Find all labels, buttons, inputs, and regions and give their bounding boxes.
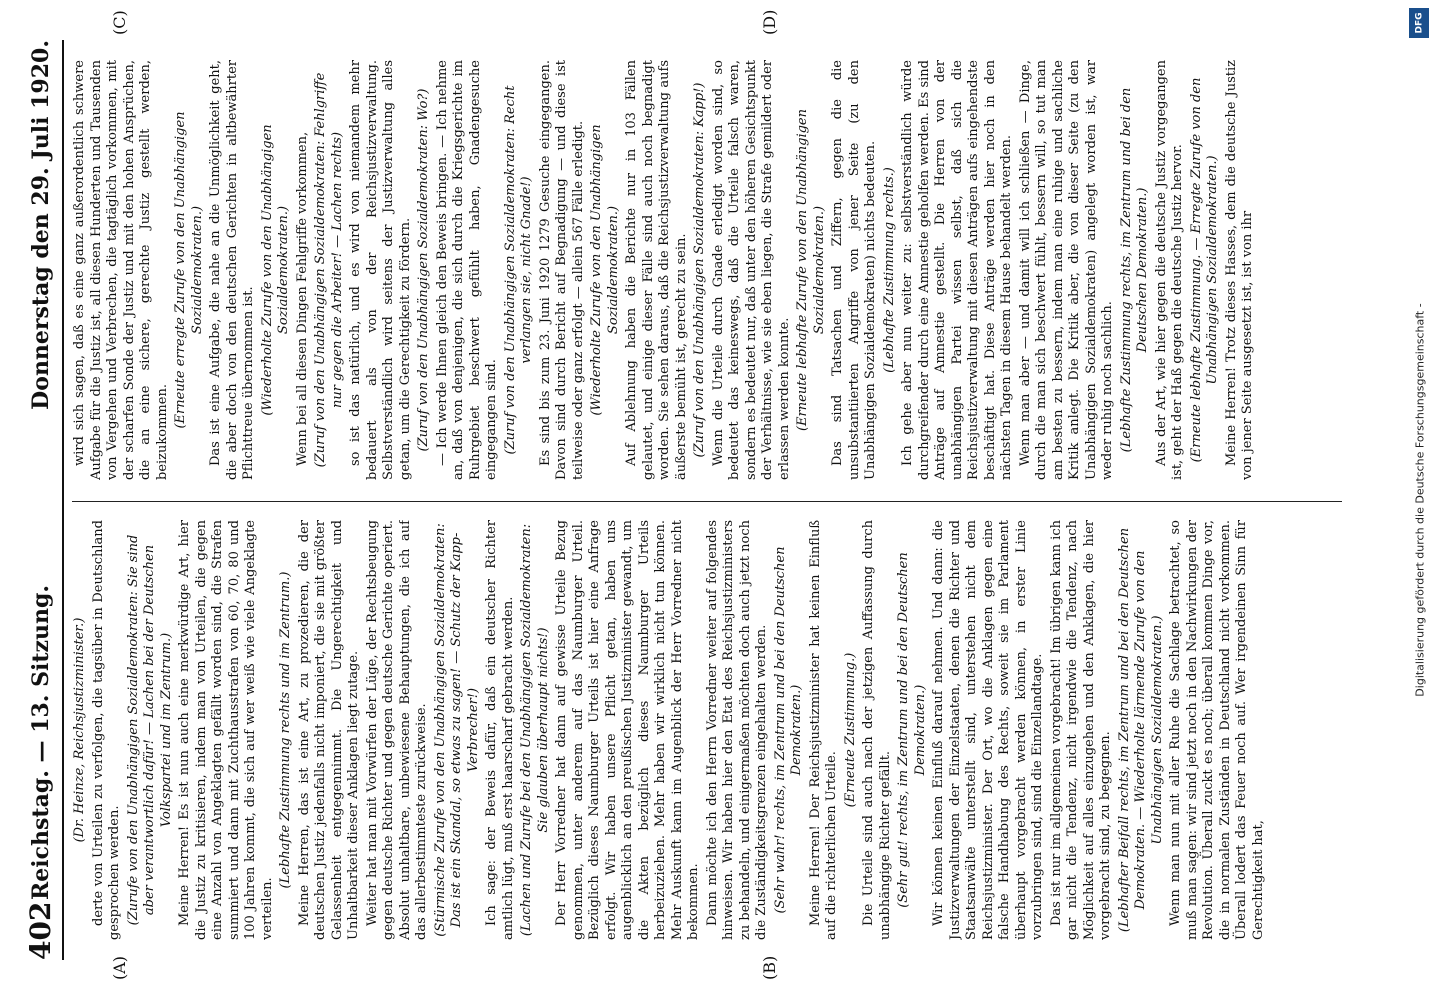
paragraph: Meine Herren! Der Reichsjustizminister hat keinen Einfluß auf die richterlichen Urteile. [807, 520, 839, 940]
paragraph: Meine Herren! Es ist nun auch eine merkwürdige Art, hier die Justiz zu kritisieren, indem man von Urteilen, die gegen eine Anzahl von Angeklagten gefällt worden sind, die Strafen summiert und dann mit Zuchthausstrafen von 60, 70, 80 und 100 Jahren kommt, die sich auf wer weiß wie viele Angeklagte verteilen. [177, 520, 275, 940]
paragraph: (Erneute Zustimmung.) [842, 652, 858, 808]
paragraph: Wenn man aber — und damit will ich schließen — Dinge, durch die man sich beschwert fühlt, bessern will, so tut man am besten zu bessern, indem man eine ruhige und sachliche Kritik anlegt. Die Kritik aber, die von dieser Seite (zu den Unabhängigen Sozialdemokraten) angelegt worden ist, war weder ruhig noch sachlich. [1017, 60, 1115, 480]
paragraph: Das ist eine Aufgabe, die nahe an die Unmöglichkeit geht, die aber doch von den deutschen Gerichten in altbewährter Pflichttreue übernommen ist. [208, 60, 256, 480]
column-divider [72, 501, 1342, 502]
paragraph: Das ist nur im allgemeinen vorgebracht! Im übrigen kann ich gar nicht die Tendenz, nicht irgendwie die Tendenz, nach Möglichkeit auf alles einzugehen und den Anklagen, die hier vorgebracht sind, zu begegnen. [1048, 520, 1113, 940]
paragraph: Es sind bis zum 23. Juni 1920 1279 Gesuche eingegangen. Davon sind durch Bericht auf Begnadigung — und diese ist teilweise oder ganz erfolgt — allein 567 Fälle erledigt. [537, 60, 586, 480]
paragraph: Meine Herren, das ist eine Art, zu prozedieren, die der deutschen Justiz jedenfalls nicht imponiert, die sie mit größter Gelassenheit entgegennimmt. Die Ungerechtigkeit und Unhaltbarkeit dieser Anklagen liegt zutage. [296, 520, 361, 940]
paragraph: (Wiederholte Zurufe von den Unabhängigen Sozialdemokraten.) [259, 124, 291, 416]
paragraph: (Zurufe von den Unabhängigen Sozialdemokraten: Sie sind aber verantwortlich dafür! — Lachen bei der Deutschen Volkspartei und im Zentrum.) [125, 534, 174, 926]
paragraph: Die Urteile sind auch nach der jetzigen Auffassung durch unabhängige Richter gefällt. [861, 520, 893, 940]
digitization-credit-bar [1406, 0, 1434, 1000]
paragraph: (Erneute lebhafte Zustimmung. — Erregte Zurufe von den Unabhängigen Sozialdemokraten.) [1188, 77, 1220, 463]
margin-marker-a: (A) [110, 955, 129, 980]
right-column [72, 60, 1352, 480]
paragraph: (Zuruf von den Unabhängigen Sozialdemokraten: Wo?) [416, 88, 431, 452]
paragraph: Der Herr Vorredner hat dann auf gewisse Urteile Bezug genommen, unter anderem auf das Naumburger Urteil. Bezüglich dieses Naumburger Urteils ist hier eine Anfrage erfolgt. Wir haben unsere Pflicht getan, haben uns augenblicklich an den preußischen Justizminister gewandt, um die Akten bezüglich dieses Naumburger Urteils herbeizuziehen. Mehr haben wir wirklich nicht tun können. Mehr Auskunft kann im Augenblick der Herr Vorredner nicht bekommen. [554, 520, 701, 940]
digitization-credit-text: Digitalisierung gefördert durch die Deutsche Forschungsgemeinschaft - [1413, 303, 1427, 697]
paragraph: Wenn bei all diesen Dingen Fehlgriffe vorkommen, [294, 131, 310, 466]
paragraph: (Erneute erregte Zurufe von den Unabhängigen Sozialdemokraten.) [173, 111, 205, 429]
header-rule [62, 40, 64, 960]
paragraph: so ist das natürlich, und es wird von niemandem mehr bedauert als von der Reichsjustizverwaltung. Selbstverständlich wird seitens der Justizverwaltung alles getan, um die Gerechtigkeit zu fördern. [348, 60, 413, 480]
paragraph: Auf Ablehnung haben die Berichte nur in 103 Fällen gelautet, und einige dieser Fälle sind auch noch begnadigt worden. Sie sehen daraus, daß die Reichsjustizverwaltung aufs äußerste bemüht ist, gerecht zu sein. [624, 60, 689, 480]
paragraph: (Lachen und Zurufe bei den Unabhängigen Sozialdemokraten: Sie glauben überhaupt nichts!) [519, 523, 551, 937]
running-head: Reichstag. — 13. Sitzung. [28, 584, 54, 900]
paragraph: Ich sage: der Beweis dafür, daß ein deutscher Richter amtlich lügt, muß erst haarscharf gebracht werden. [484, 520, 516, 940]
paragraph: (Lebhafte Zustimmung rechts, im Zentrum und bei den Deutschen Demokraten.) [1118, 87, 1150, 453]
dfg-logo: DFG [1409, 8, 1429, 38]
left-column [72, 520, 1352, 940]
page-header [18, 40, 66, 960]
paragraph: Das sind Tatsachen und Ziffern, gegen die die unsubstantiierten Angriffe von jener Seite (zu den Unabhängigen Sozialdemokraten) nichts bedeuten. [830, 60, 878, 480]
paragraph: (Zuruf von den Unabhängigen Sozialdemokraten: Kapp!) [692, 82, 707, 458]
paragraph: (Zuruf von den Unabhängigen Sozialdemokraten: Recht verlangen sie, nicht Gnade!) [502, 85, 534, 455]
paragraph: Wir können keinen Einfluß darauf nehmen. Und dann: die Justizverwaltungen der Einzelstaaten, denen die Richter und Staatsanwälte unterstellt sind, unterstehen nicht dem Reichsjustizminister. Der Ort, wo die Anklagen gegen eine falsche Handhabung des Rechts, soweit sie im Parlament überhaupt vorgebracht werden können, in erster Linie vorzubringen sind, sind die Einzellandtage. [931, 520, 1045, 940]
paragraph: Wenn die Urteile durch Gnade erledigt worden sind, so bedeutet das keineswegs, daß die Urteile falsch waren, sondern es bedeutet nur, daß unter den höheren Gesichtspunkt der Verhältnisse, wie sie eben liegen, die Strafe gemildert oder erlassen werden konnte. [710, 60, 792, 480]
paragraph: derte von Urteilen zu verfolgen, die tagsüber in Deutschland gesprochen werden. [90, 520, 122, 940]
date-heading: Donnerstag den 29. Juli 1920. [28, 40, 54, 410]
paragraph: Dann möchte ich den Herrn Vorredner weiter auf folgendes hinweisen. Wir haben hier den Etat des Reichsjustizministers zu behandeln, und einigermaßen möchten doch auch jetzt noch die Zuständigkeitsgrenzen eingehalten werden. [704, 520, 769, 940]
margin-marker-b: (B) [760, 955, 779, 980]
paragraph: Meine Herren! Trotz dieses Hasses, dem die deutsche Justiz von jener Seite ausgesetzt ist, ist von ihr [1223, 60, 1255, 480]
paragraph: (Dr. Heinze, Reichsjustizminister.) [72, 617, 87, 843]
page-number: 402 [24, 901, 57, 960]
paragraph: Weiter hat man mit Vorwürfen der Lüge, der Rechtsbeugung gegen deutsche Richter und gegen deutsche Gerichte operiert. Absolut unhaltbare, unbewiesene Behauptungen, die ich auf das allerbestimmteste zurückweise. [364, 520, 429, 940]
paragraph: Ich gehe aber nun weiter zu: selbstverständlich würde durchgreifender durch eine Amnestie geholfen werden. Es sind Anträge auf Amnestie gestellt. Die Herren von der unabhängigen Partei wissen selbst, daß sich die Reichsjustizverwaltung mit diesen Anträgen aufs eingehendste beschäftigt hat. Diese Anträge werden hier noch in den nächsten Tagen in diesem Hause behandelt werden. [900, 60, 1014, 480]
paragraph: (Lebhafte Zustimmung rechts.) [881, 167, 897, 373]
paragraph: Wenn man nun mit aller Ruhe die Sachlage betrachtet, so muß man sagen: wir sind jetzt noch in den Nachwirkungen der Revolution. Überall zuckt es noch; überall kommen Dinge vor, die in normalen Zuständen in Deutschland nicht vorkommen. Überall lodert das Feuer noch auf. Wer irgendeinen Sinn für Gerechtigkeit hat, [1168, 520, 1266, 940]
paragraph: (Stürmische Zurufe von den Unabhängigen Sozialdemokraten: Das ist ein Skandal, so etwas zu sagen! — Schutz der Kapp-Verbrecher!) [432, 523, 481, 937]
margin-marker-d: (D) [760, 9, 779, 35]
paragraph: (Lebhafter Beifall rechts, im Zentrum und bei den Deutschen Demokraten. — Wiederholte lärmende Zurufe von den Unabhängigen Sozialdemokraten.) [1116, 527, 1165, 933]
paragraph: (Zuruf von den Unabhängigen Sozialdemokraten: Fehlgriffe nur gegen die Arbeiter! — Lachen rechts) [313, 72, 345, 468]
margin-marker-c: (C) [110, 10, 129, 35]
paragraph: (Wiederholte Zurufe von den Unabhängigen Sozialdemokraten.) [589, 124, 621, 416]
paragraph: (Sehr wahr! rechts, im Zentrum und bei den Deutschen Demokraten.) [772, 546, 804, 914]
paragraph: (Erneute lebhafte Zurufe von den Unabhängigen Sozialdemokraten.) [795, 109, 827, 432]
paragraph: (Sehr gut! rechts, im Zentrum und bei den Deutschen Demokraten.) [896, 552, 928, 908]
paragraph: wird sich sagen, daß es eine ganz außerordentlich schwere Aufgabe für die Justiz ist, all diesen Hunderten und Tausenden von Vergehen und Verbrechen, die tagtäglich vorkommen, mit der scharfen Sonde der Justiz und mit den hohen Ansprüchen, die an eine sichere, gerechte Justiz gestellt werden, beizukommen. [72, 60, 170, 480]
paragraph: (Lebhafte Zustimmung rechts und im Zentrum.) [278, 571, 293, 889]
paragraph: Aus der Art, wie hier gegen die deutsche Justiz vorgegangen ist, geht der Haß gegen die deutsche Justiz hervor. [1153, 60, 1185, 480]
paragraph: — Ich werde Ihnen gleich den Beweis bringen. — Ich nehme an, daß von denjenigen, die sich durch die Kriegsgerichte im Ruhrgebiet beschwert gefühlt haben, Gnadengesuche eingegangen sind. [434, 60, 499, 480]
